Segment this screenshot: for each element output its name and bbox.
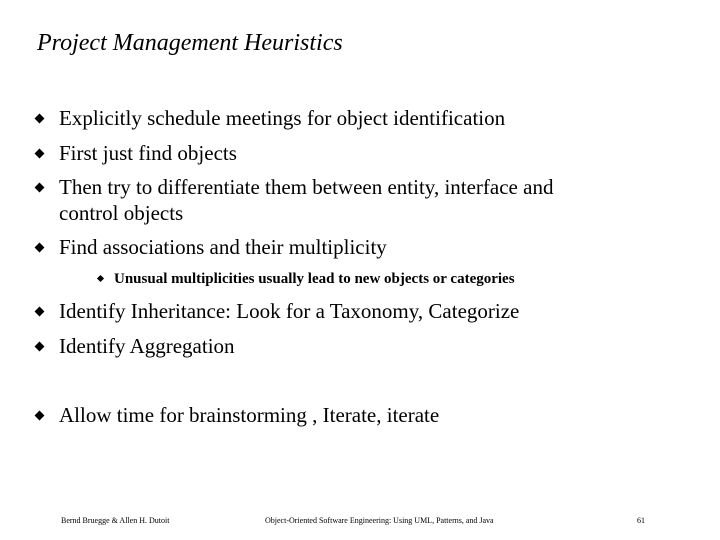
bullet-text: Identify Aggregation xyxy=(59,334,235,358)
diamond-bullet-icon xyxy=(35,114,45,124)
bullet-text: Allow time for brainstorming , Iterate, iterate xyxy=(59,403,440,427)
small-diamond-bullet-icon xyxy=(97,275,104,282)
sub-bullet-text: Unusual multiplicities usually lead to new objects or categories xyxy=(114,271,515,287)
bullet-text: First just find objects xyxy=(59,141,237,165)
diamond-bullet-icon xyxy=(35,243,45,253)
footer-page-number: 61 xyxy=(637,516,645,525)
bullet-text: Identify Inheritance: Look for a Taxonomy, Categorize xyxy=(59,299,520,323)
diamond-bullet-icon xyxy=(35,183,45,193)
slide-title: Project Management Heuristics xyxy=(37,30,343,56)
bullet-text: control objects xyxy=(59,201,184,225)
diamond-bullet-icon xyxy=(35,149,45,159)
bullet-text: Explicitly schedule meetings for object identification xyxy=(59,106,506,130)
footer-book-title: Object-Oriented Software Engineering: Using UML, Patterns, and Java xyxy=(265,516,494,525)
bullet-text: Find associations and their multiplicity xyxy=(59,235,387,259)
diamond-bullet-icon xyxy=(35,307,45,317)
bullet-text: Then try to differentiate them between entity, interface and xyxy=(59,175,554,199)
diamond-bullet-icon xyxy=(35,411,45,421)
diamond-bullet-icon xyxy=(35,342,45,352)
footer-authors: Bernd Bruegge & Allen H. Dutoit xyxy=(61,516,170,525)
